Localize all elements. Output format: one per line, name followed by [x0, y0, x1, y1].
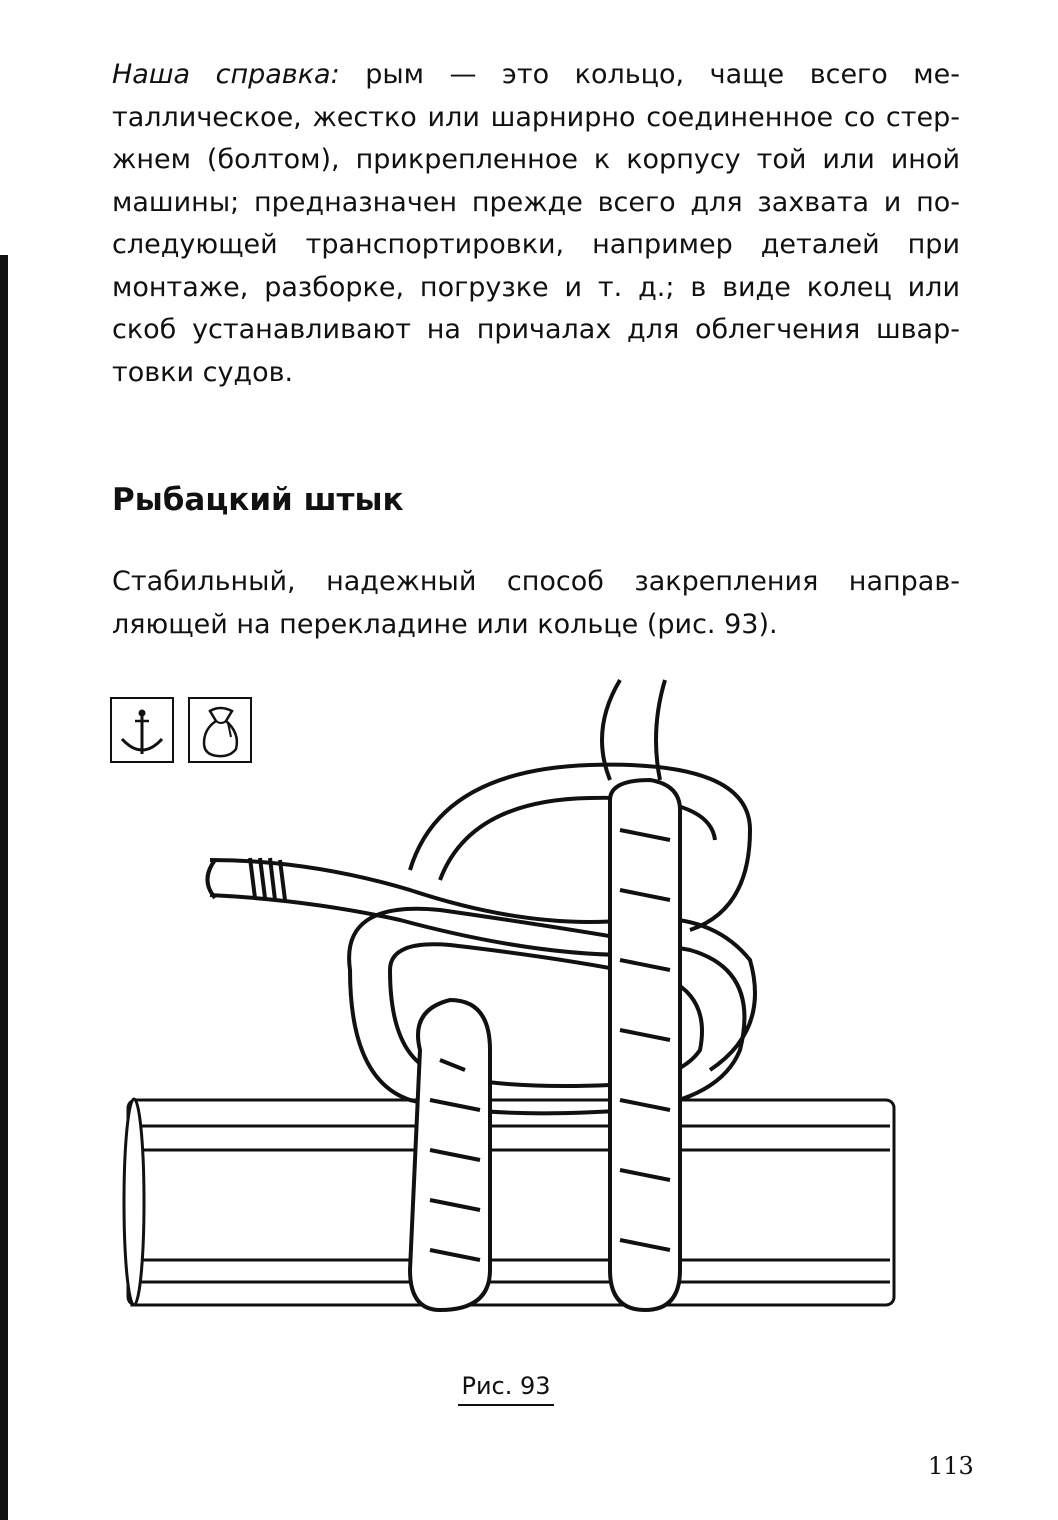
note-line: монтаже, разборке, погрузке и т. д.; в виде колец или	[112, 271, 960, 303]
note-line: Наша справка: рым — это кольцо, чаще всего ме-	[112, 59, 961, 90]
page-edge-shadow	[0, 255, 8, 1520]
paragraph-line: Стабильный, надежный способ закрепления направ-	[112, 566, 960, 597]
section-paragraph	[112, 561, 960, 646]
note-line: скоб устанавливают на причалах для облегчения швар-	[112, 314, 960, 345]
page-number: 113	[928, 1452, 974, 1480]
note-line: жнем (болтом), прикрепленное к корпусу той или иной	[112, 144, 960, 175]
note-label: Наша справка:	[112, 59, 340, 90]
note-line: товки судов.	[112, 356, 294, 388]
note-line: следующей транспортировки, например деталей при	[112, 229, 960, 260]
section-title: Рыбацкий штык	[112, 482, 404, 518]
figure-caption: Рис. 93	[458, 1372, 554, 1406]
knot-illustration	[110, 670, 910, 1364]
note-line: таллическое, жестко или шарнирно соединенное со стер-	[112, 101, 960, 133]
reference-note	[112, 54, 960, 394]
paragraph-line: ляющей на перекладине или кольце (рис. 93).	[112, 608, 778, 640]
pipe-drawing	[124, 1099, 894, 1305]
note-line: машины; предназначен прежде всего для захвата и по-	[112, 186, 960, 218]
